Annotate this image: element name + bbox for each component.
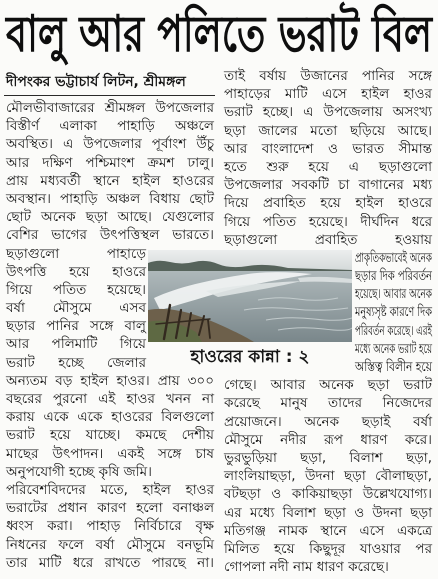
body-line: এর মধ্যে বিলাশ ছড়া ও উদনা ছড়া [224,504,432,521]
body-line: নিধনের ফলে বর্ষা মৌসুমে বনভূমি [6,536,214,553]
body-line: ছড়া জালের মতো ছড়িয়ে আছে। [224,122,432,139]
body-line: মিলিত হয়ে কিছুদূর যাওয়ার পর [224,540,432,557]
body-line: উৎপত্তি হয়ে হাওরে [6,263,146,280]
body-line: বিস্তীর্ণ এলাকা পাহাড়ি অঞ্চলে [6,118,214,135]
body-line: বেশির ভাগের উৎপত্তিস্থল ভারতে। [6,227,214,244]
body-line: হয়েছে। আবার অনেক [355,286,432,303]
body-line: আর পলিমাটি গিয়ে [6,336,146,353]
body-line: বছরের পুরনো এই হাওর খনন না [6,391,214,407]
body-line: আর দক্ষিণ পশ্চিমাংশ ক্রমশ ঢালু। [6,154,214,171]
body-line: প্রাকৃতিকভাবেই অনেক [355,249,433,266]
body-line: পরিবেশবিদদের মতে, হাইল হাওর [6,481,214,498]
headline: বালু আর পলিতে ভরাট বিল [6,5,433,63]
photo [148,250,352,342]
body-line: ভরাট হয়ে যাচ্ছে। কমছে দেশীয় [6,427,214,444]
body-line: ভরাটের প্রধান কারণ হলো বনাঞ্চল [6,500,214,517]
body-line: ভরাট হচ্ছে জেলার [6,354,146,371]
body-line: উপজেলার সবকটি চা বাগানের মধ্য [224,177,432,194]
body-line: করেছে মানুষ তাদের নিজেদের [224,395,432,412]
body-line: তাই বর্ষায় উজানের পানির সঙ্গে [224,68,432,84]
body-line: অবস্থান। পাহাড়ি অঞ্চল বিধায় ছোট [6,190,214,207]
body-line: গোপলা নদী নাম ধারণ করেছে। [224,559,389,576]
byline-rule [4,95,215,96]
body-line: প্রয়োজনে। অনেক ছড়াই বর্ষা [224,413,432,430]
body-line: ছড়ার পানির সঙ্গে বালু [6,318,146,335]
body-line: মৌলভীবাজারের শ্রীমঙ্গল উপজেলার [6,100,214,116]
body-line: অন্যতম বড় হাইল হাওর। প্রায় ৩০০ [6,372,214,389]
body-line: অস্তিত্ব বিলীন হয়ে [355,359,432,375]
body-line: ছড়াগুলো পাহাড়ে [6,245,146,262]
body-line: বটছড়া ও কাকিয়াছড়া উল্লেখযোগ্য। [224,486,432,503]
body-line: পরিবর্তন করেছে। এরই [355,322,433,339]
body-line: ভুরভুড়িয়া ছড়া, বিলাশ ছড়া, [224,449,432,466]
body-line: অনুপযোগী হচ্ছে কৃষি জমি। [6,463,152,480]
body-line: মধ্যে অনেক ভরাট হয়ে [355,340,432,357]
body-line: তার মাটি ধরে রাখতে পারছে না। [6,554,214,571]
body-line: মতিগঞ্জ নামক স্থানে এসে একত্রে [224,522,432,539]
body-line: পাহাড়ের মাটি এসে হাইল হাওর [224,86,432,103]
body-line: গেছে। আবার অনেক ছড়া ভরাট [224,377,432,394]
body-line: ভরাট হচ্ছে। এ উপজেলায় অসংখ্য [224,104,432,121]
photo-caption: হাওরের কান্না : ২ [190,347,310,367]
body-line: ধ্বংস করা। পাহাড় নির্বিচারে বৃক্ষ [6,518,214,535]
body-line: আর বাংলাদেশ ও ভারত সীমান্ত [224,140,432,157]
body-line: করায় একে একে হাওরের বিলগুলো [6,409,214,426]
body-line: গিয়ে পতিত হয়েছে। [6,281,146,298]
body-line: দিয়ে প্রবাহিত হয়ে হাইল হাওরে [224,195,432,212]
body-line: মৌসুমে নদীর রূপ ধারণ করে। [224,431,432,448]
byline: দীপংকর ভট্টাচার্য লিটন, শ্রীমঙ্গল [6,74,186,90]
body-line: লাংলিয়াছড়া, উদনা ছড়া বৌলাছড়া, [224,468,432,485]
body-line: বর্ষা মৌসুমে এসব [6,300,146,317]
body-line: হতে শুরু হয়ে এ ছড়াগুলো [224,158,432,175]
body-line: ছড়াগুলো প্রবাহিত হওয়ায় [224,231,432,248]
body-line: গিয়ে পতিত হয়েছে। দীর্ঘদিন ধরে [224,213,432,230]
body-line: মাছের উৎপাদন। একই সঙ্গে চাষ [6,445,214,462]
body-line: মনুষ্যসৃষ্ট কারণে দিক [355,304,432,321]
body-line: প্রায় মধ্যবর্তী স্থানে হাইল হাওরের [6,172,214,189]
body-line: অবস্থিত। এ উপজেলার পূর্বাংশ উঁচু [6,136,214,153]
body-line: ছোট অনেক ছড়া আছে। যেগুলোর [6,209,214,226]
body-line: ছড়ার দিক পরিবর্তন [355,268,433,285]
